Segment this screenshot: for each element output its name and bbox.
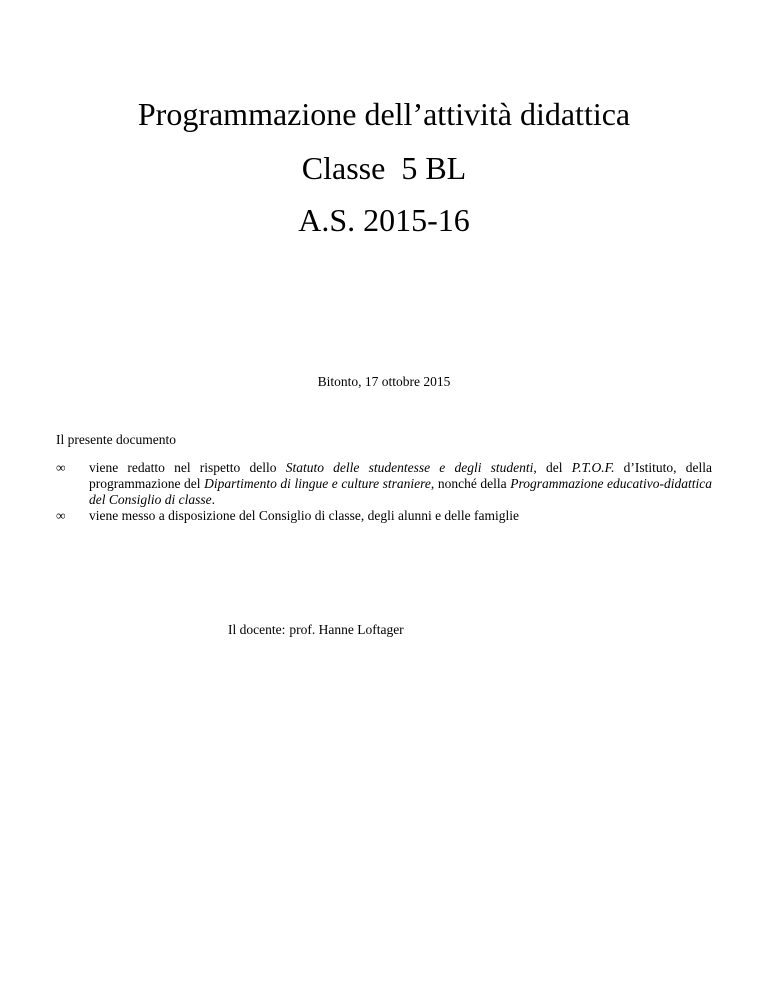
place-date: Bitonto, 17 ottobre 2015 [317,374,451,389]
bullet-text: viene messo a disposizione del Consiglio di classe, degli alunni e delle famiglie [89,508,520,523]
class-heading: Classe 5 BL [301,150,467,186]
teacher-name: prof. Hanne Loftager [289,622,404,637]
bullet-text-part: , nonché della [430,476,511,491]
bullet-text-part: . [211,492,215,507]
signature-label: Il docente: [228,622,286,637]
department-reference: Dipartimento di lingue e culture straniere [204,476,431,491]
programmazione-reference: Programmazione educativo-didattica del Consiglio di classe [89,476,712,507]
list-item [56,460,712,508]
bullet-text-part: viene redatto nel rispetto dello [89,460,286,475]
signature-line [228,622,404,638]
bullet-list [56,460,712,524]
document-title: Programmazione dell’attività didattica [137,96,631,132]
infinity-bullet-icon: ∞ [56,460,66,475]
infinity-bullet-icon: ∞ [56,508,66,523]
ptof-reference: P.T.O.F. [571,460,615,475]
list-item [56,508,712,524]
bullet-text-part: d’Istituto, della programmazione del [89,460,712,491]
bullet-text-part: , del [533,460,572,475]
statuto-reference: Statuto delle studentesse e degli studenti [285,460,534,475]
intro-text: Il presente documento [56,432,176,447]
school-year-heading: A.S. 2015-16 [298,202,470,238]
